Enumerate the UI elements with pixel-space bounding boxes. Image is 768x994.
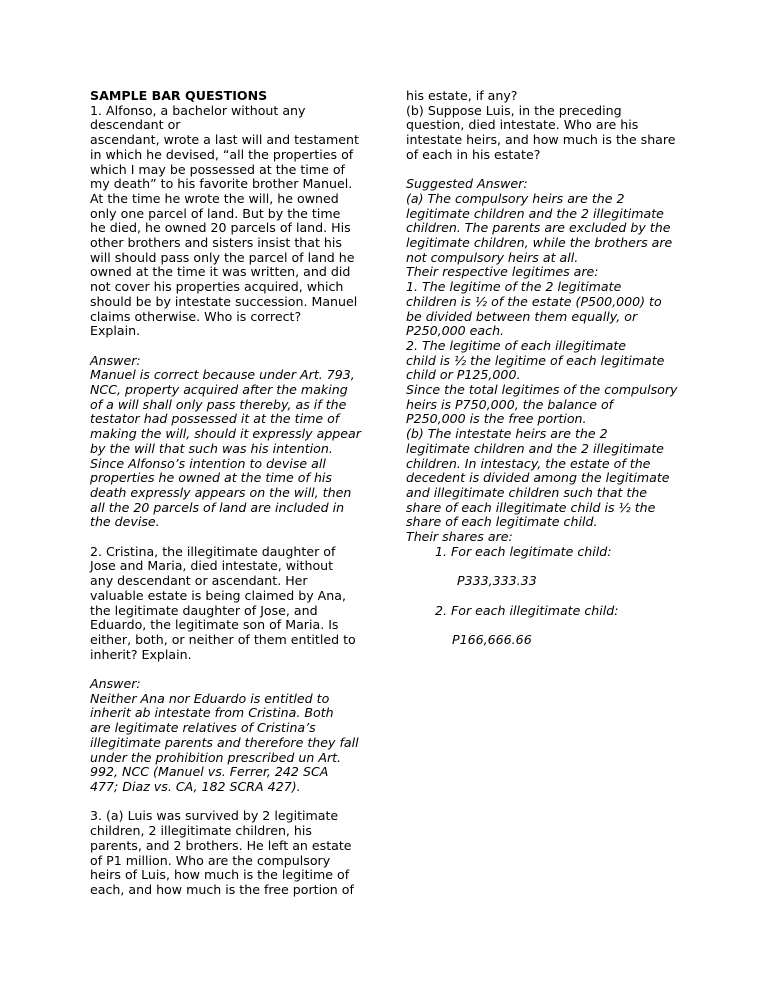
blank-line [406, 163, 681, 178]
text-line: legitimate children and the 2 illegitimate [406, 205, 664, 221]
left-column [90, 89, 365, 898]
text-line: illegitimate parents and therefore they fall [90, 734, 359, 750]
text-line: legitimate children and the 2 illegitimate [406, 440, 664, 456]
text-line: P333,333.33 [457, 573, 537, 589]
text-line: his estate, if any? [406, 88, 518, 103]
text-line: 3. (a) Luis was survived by 2 legitimate [90, 808, 339, 824]
text-line: of P1 million. Who are the compulsory [90, 852, 331, 868]
text-line: (a) The compulsory heirs are the 2 [406, 190, 625, 206]
text-line: any descendant or ascendant. Her [90, 573, 308, 589]
blank-line [90, 795, 365, 810]
text-line: my death” to his favorite brother Manuel. [90, 176, 353, 192]
text-line: 992, NCC (Manuel vs. Ferrer, 242 SCA [90, 764, 329, 780]
blank-line [406, 618, 681, 633]
text-line: be divided between them equally, or [406, 308, 638, 324]
text-line: death expressly appears on the will, then [90, 484, 352, 500]
text-line: P250,000 each. [406, 323, 505, 339]
text-line: should be by intestate succession. Manuel [90, 293, 358, 309]
text-line: the devise. [90, 514, 160, 530]
text-line: Answer: [90, 352, 141, 368]
blank-line [90, 339, 365, 354]
text-line: Since the total legitimes of the compulsory [406, 382, 678, 398]
text-line: 1. Alfonso, a bachelor without any [90, 102, 306, 118]
text-line: children. In intestacy, the estate of the [406, 455, 651, 471]
text-line: legitimate children, while the brothers are [406, 235, 673, 251]
text-line: properties he owned at the time of his [90, 470, 332, 486]
text-line: descendant or [90, 117, 181, 133]
text-line: heirs of Luis, how much is the legitime of [90, 867, 350, 883]
text-line: claims otherwise. Who is correct? [90, 308, 302, 324]
text-line: other brothers and sisters insist that his [90, 235, 342, 251]
text-line: not compulsory heirs at all. [406, 249, 579, 265]
text-line: Since Alfonso’s intention to devise all [90, 455, 326, 471]
text-line: At the time he wrote the will, he owned [90, 190, 339, 206]
text-line: 1. The legitime of the 2 legitimate [406, 279, 622, 295]
blank-line [406, 589, 681, 604]
text-line: of each in his estate? [406, 146, 541, 162]
text-line: Manuel is correct because under Art. 793, [90, 367, 355, 383]
text-line: he died, he owned 20 parcels of land. His [90, 220, 351, 236]
text-line: each, and how much is the free portion of [90, 881, 354, 897]
text-line: children, 2 illegitimate children, his [90, 823, 312, 839]
text-line: making the will, should it expressly appear [90, 426, 361, 442]
text-line: intestate heirs, and how much is the share [406, 132, 676, 148]
text-line: will should pass only the parcel of land he [90, 249, 355, 265]
blank-line [90, 530, 365, 545]
text-line: (b) The intestate heirs are the 2 [406, 426, 608, 442]
text-line: 2. Cristina, the illegitimate daughter of [90, 543, 336, 559]
text-line: by the will that such was his intention. [90, 440, 333, 456]
text-line: and illegitimate children such that the [406, 484, 648, 500]
text-line: children is ½ of the estate (P500,000) to [406, 293, 662, 309]
text-line: Jose and Maria, died intestate, without [90, 558, 334, 574]
text-line: in which he devised, “all the properties of [90, 146, 354, 162]
text-line: not cover his properties acquired, which [90, 279, 344, 295]
text-line: either, both, or neither of them entitled to [90, 631, 356, 647]
text-line: inherit? Explain. [90, 646, 192, 662]
text-line: testator had possessed it at the time of [90, 411, 340, 427]
right-column [406, 89, 681, 648]
text-line: valuable estate is being claimed by Ana, [90, 587, 346, 603]
text-line: child or P125,000. [406, 367, 521, 383]
text-line: child is ½ the legitime of each legitimate [406, 352, 665, 368]
text-line: all the 20 parcels of land are included in [90, 499, 345, 515]
text-line: Their shares are: [406, 529, 513, 545]
text-line: inherit ab intestate from Cristina. Both [90, 705, 334, 721]
text-line: Suggested Answer: [406, 176, 528, 192]
text-line: only one parcel of land. But by the time [90, 205, 341, 221]
text-line: (b) Suppose Luis, in the preceding [406, 102, 622, 118]
text-line: SAMPLE BAR QUESTIONS [90, 88, 268, 103]
text-line: Eduardo, the legitimate son of Maria. Is [90, 617, 339, 633]
text-line: Answer: [90, 676, 141, 692]
text-line: share of each legitimate child. [406, 514, 598, 530]
text-line: ascendant, wrote a last will and testament [90, 132, 359, 148]
text-line: owned at the time it was written, and did [90, 264, 351, 280]
text-line: Neither Ana nor Eduardo is entitled to [90, 690, 330, 706]
blank-line [90, 662, 365, 677]
text-line: 2. For each illegitimate child: [435, 602, 619, 618]
blank-line [406, 559, 681, 574]
text-line: of a will shall only pass thereby, as if the [90, 396, 347, 412]
text-line: share of each illegitimate child is ½ the [406, 499, 656, 515]
text-line: 2. The legitime of each illegitimate [406, 337, 627, 353]
text-line: P166,666.66 [452, 631, 532, 647]
text-line: 1. For each legitimate child: [435, 543, 612, 559]
text-line: heirs is P750,000, the balance of [406, 396, 614, 412]
text-line: the legitimate daughter of Jose, and [90, 602, 318, 618]
text-line: decedent is divided among the legitimate [406, 470, 670, 486]
text-line: P250,000 is the free portion. [406, 411, 587, 427]
text-line: Explain. [90, 323, 141, 339]
text-line: Their respective legitimes are: [406, 264, 599, 280]
text-line: parents, and 2 brothers. He left an estate [90, 837, 352, 853]
text-line: which I may be possessed at the time of [90, 161, 345, 177]
text-line: question, died intestate. Who are his [406, 117, 639, 133]
text-line: under the prohibition prescribed un Art. [90, 749, 342, 765]
text-line: children. The parents are excluded by the [406, 220, 671, 236]
text-line: NCC, property acquired after the making [90, 382, 348, 398]
text-line: are legitimate relatives of Cristina’s [90, 720, 316, 736]
text-line: 477; Diaz vs. CA, 182 SCRA 427). [90, 779, 301, 794]
